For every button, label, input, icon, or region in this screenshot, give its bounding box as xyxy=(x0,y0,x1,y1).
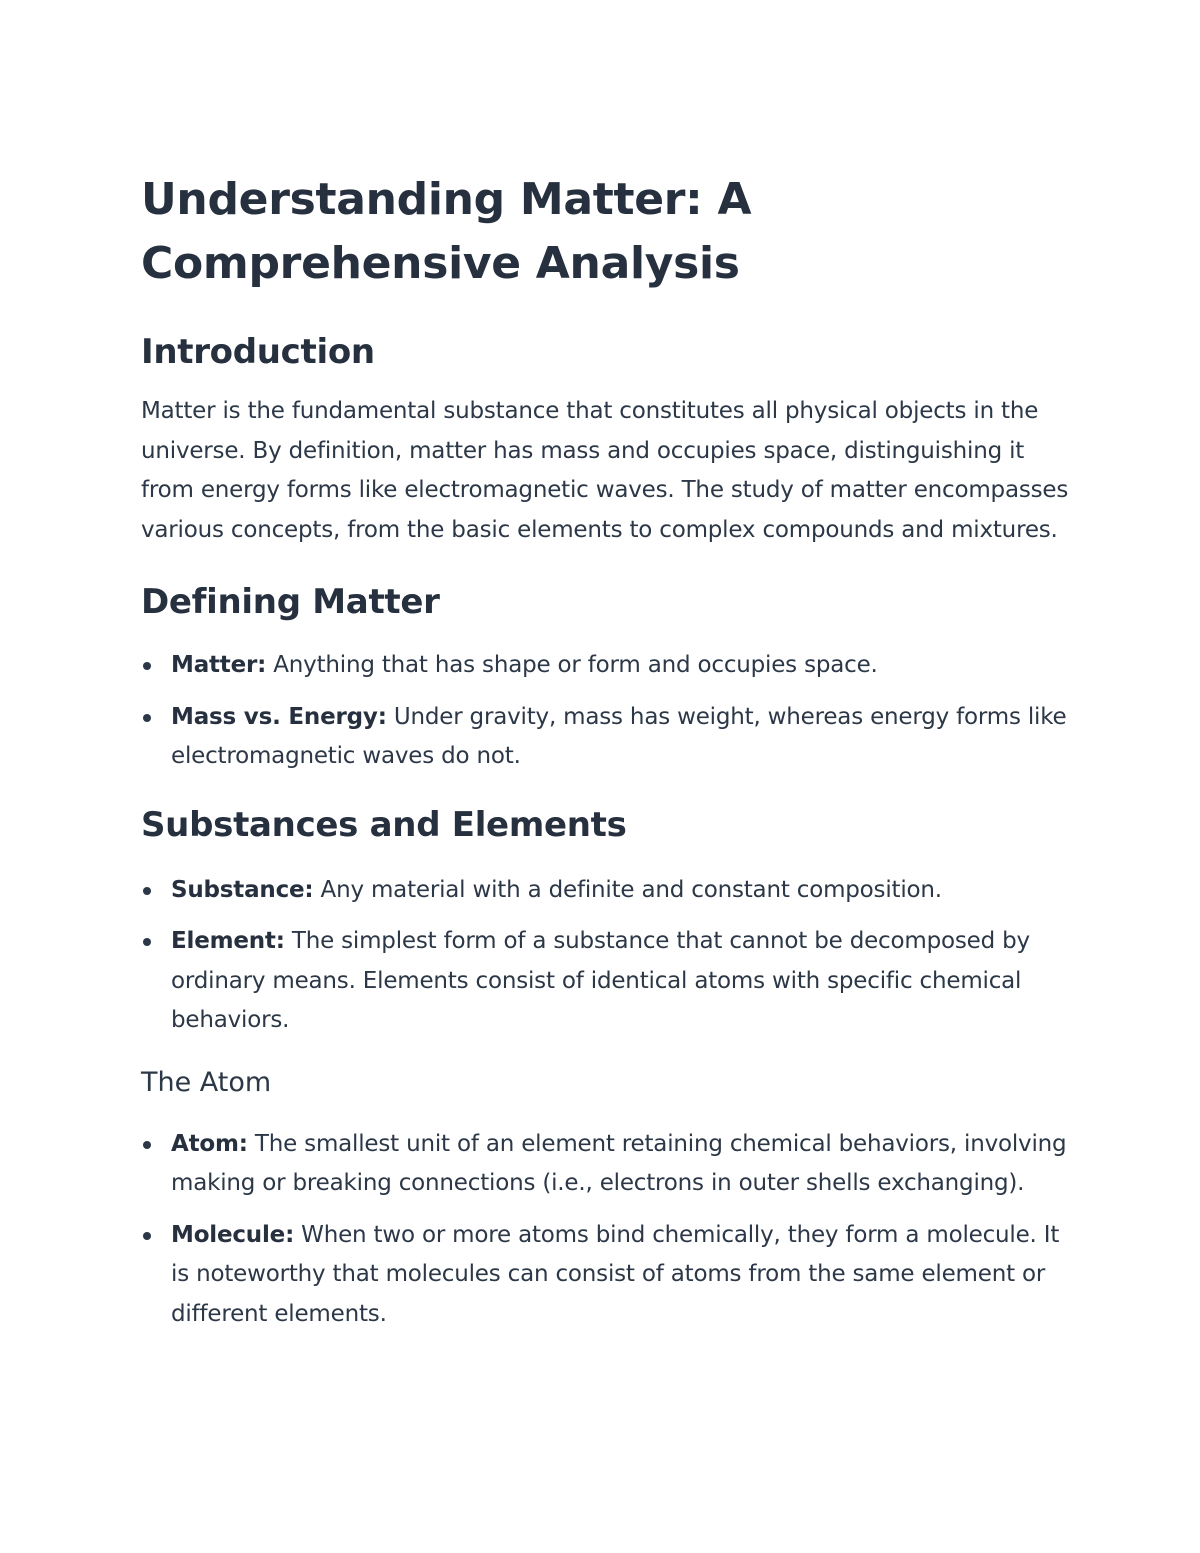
document-title: Understanding Matter: A Comprehensive Analysis xyxy=(141,174,752,289)
bullet-icon xyxy=(143,1232,151,1240)
list-item-term: Atom: xyxy=(171,1130,248,1157)
list-item-text: When two or more atoms bind chemically, they form a molecule. It is noteworthy that molecules can consist of atoms from the same element or different elements. xyxy=(171,1221,1060,1327)
list-item-term: Element: xyxy=(171,928,285,954)
list-item xyxy=(141,698,1071,777)
list-item-text: Anything that has shape or form and occupies space. xyxy=(266,652,878,678)
substances-elements-list xyxy=(141,871,1071,1041)
list-item-term: Substance: xyxy=(171,876,314,903)
list-item-text: The simplest form of a substance that cannot be decomposed by ordinary means. Elements consist of identical atoms with specific chemical behaviors. xyxy=(171,928,1030,1033)
the-atom-list xyxy=(141,1125,1071,1335)
list-item xyxy=(141,922,1071,1041)
list-item-text: Under gravity, mass has weight, whereas energy forms like electromagnetic waves do not. xyxy=(171,703,1067,769)
bullet-icon xyxy=(143,938,151,946)
substances-elements-heading: Substances and Elements xyxy=(141,804,627,845)
bullet-icon xyxy=(143,662,151,670)
list-item xyxy=(141,1216,1071,1335)
list-item-text: The smallest unit of an element retaining chemical behaviors, involving making or breaking connections (i.e., electrons in outer shells exchanging). xyxy=(171,1130,1067,1196)
bullet-icon xyxy=(143,714,151,722)
list-item xyxy=(141,871,1071,911)
bullet-icon xyxy=(143,1141,151,1149)
introduction-heading: Introduction xyxy=(141,332,375,372)
bullet-icon xyxy=(143,887,151,895)
list-item-term: Mass vs. Energy: xyxy=(171,703,387,730)
list-item-term: Matter: xyxy=(171,652,267,678)
list-item xyxy=(141,1125,1071,1204)
the-atom-heading: The Atom xyxy=(141,1066,272,1098)
list-item-text: Any material with a definite and constant composition. xyxy=(313,876,942,903)
list-item xyxy=(141,646,1071,686)
defining-matter-list xyxy=(141,646,1071,777)
list-item-term: Molecule: xyxy=(171,1221,295,1248)
introduction-paragraph: Matter is the fundamental substance that constitutes all physical objects in the universe. By definition, matter has mass and occupies space, distinguishing it from energy forms like electromagnetic waves. The study of matter encompasses various concepts, from the basic elements to complex compounds and mixtures. xyxy=(141,398,1069,543)
document-page xyxy=(141,168,1071,1334)
defining-matter-heading: Defining Matter xyxy=(141,582,440,622)
